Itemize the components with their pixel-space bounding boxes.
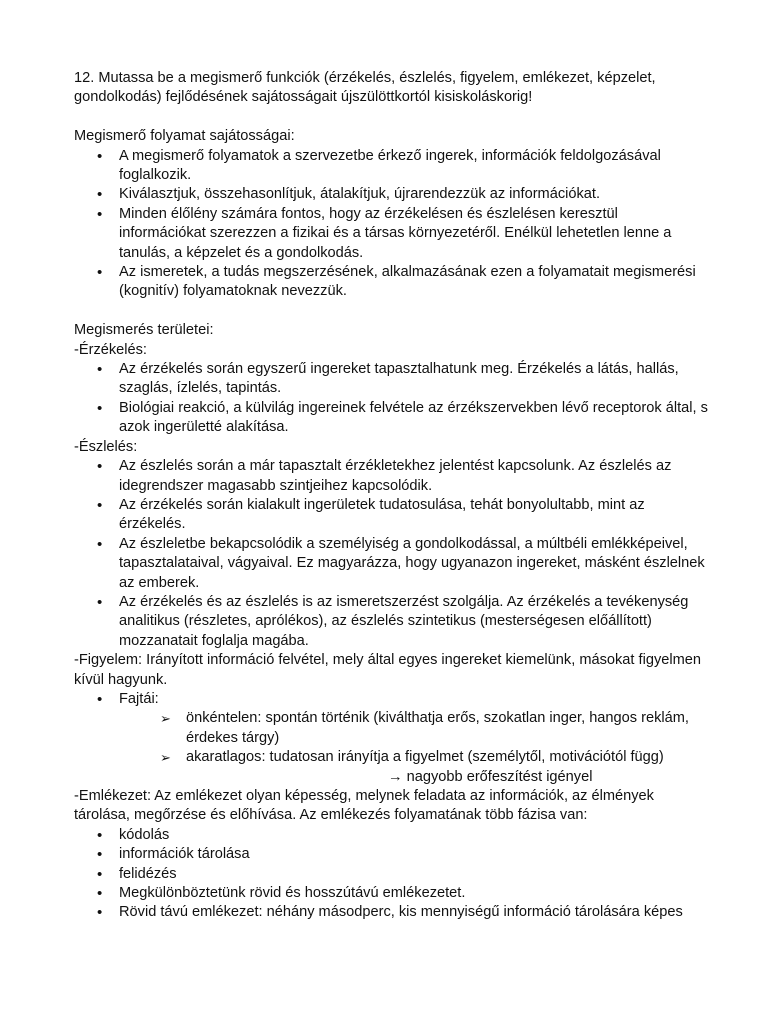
memory-paragraph: -Emlékezet: Az emlékezet olyan képesség, melynek feladata az információk, az élmények tárolása, megőrzése és előhívása. Az emlékezés folyamatának több fázisa van: <box>74 788 654 824</box>
list-item: • Biológiai reakció, a külvilág ingereinek felvétele az érzékszervekben lévő receptorok által, s azok ingerületté alakítása. <box>74 399 708 438</box>
arrow-note-line <box>74 768 708 787</box>
list-item: • Megkülönböztetünk rövid és hosszútávú emlékezetet. <box>74 884 708 903</box>
list-item: • kódolás <box>74 826 708 845</box>
arrow-note: nagyobb erőfeszítést igényel <box>406 768 593 785</box>
spacer <box>74 108 708 127</box>
question-title: 12. Mutassa be a megismerő funkciók (érzékelés, észlelés, figyelem, emlékezet, képzelet, gondolkodás) fejlődésének sajátosságait újszülöttkortól kisiskoláskorig! <box>74 70 656 106</box>
list-item: • A megismerő folyamatok a szervezetbe érkező ingerek, információk feldolgozásával foglalkozik. <box>74 147 708 186</box>
attention-types-label: • Fajtái: <box>74 690 708 709</box>
perception-list <box>74 457 708 651</box>
attention-types-list <box>74 709 708 767</box>
memory-list <box>74 826 708 923</box>
spacer <box>74 302 708 321</box>
list-item: • Az ismeretek, a tudás megszerzésének, alkalmazásának ezen a folyamatait megismerési (kognitív) folyamatoknak nevezzük. <box>74 263 708 302</box>
sensation-heading: -Érzékelés: <box>74 341 147 358</box>
list-item: • Az érzékelés és az észlelés is az ismeretszerzést szolgálja. Az érzékelés a tevékenység analitikus (részletes, aprólékos), az észlelés szintetikus (mesterségesen előállított) mozzanatait foglalja magába. <box>74 593 708 651</box>
list-item: • Az észleletbe bekapcsolódik a személyiség a gondolkodással, a múltbéli emlékképeivel, tapasztalataival, vágyaival. Ez magyarázza, hogy ugyanazon ingereket, másként észlelnek az emberek. <box>74 535 708 593</box>
list-item: • Rövid távú emlékezet: néhány másodperc, kis mennyiségű információ tárolására képes <box>74 903 708 922</box>
list-item: • információk tárolása <box>74 845 708 864</box>
perception-heading: -Észlelés: <box>74 438 138 455</box>
list-item: ➢ önkéntelen: spontán történik (kiválthatja erős, szokatlan inger, hangos reklám, érdekes tárgy) <box>160 709 708 748</box>
list-item: • Minden élőlény számára fontos, hogy az érzékelésen és észlelésen keresztül információkat szerezzen a fizikai és a társas környezetéről. Enélkül lehetetlen lenne a tanulás, a képzelet és a gondolkodás. <box>74 205 708 263</box>
features-list <box>74 147 708 302</box>
list-item: • Az érzékelés során kialakult ingerületek tudatosulása, tehát bonyolultabb, mint az érzékelés. <box>74 496 708 535</box>
right-arrow-icon: → <box>388 768 403 785</box>
list-item: • felidézés <box>74 865 708 884</box>
features-heading: Megismerő folyamat sajátosságai: <box>74 128 295 145</box>
list-item: ➢ akaratlagos: tudatosan irányítja a figyelmet (személytől, motivációtól függ) <box>160 748 708 767</box>
attention-paragraph: -Figyelem: Irányított információ felvétel, mely által egyes ingereket kiemelünk, másokat figyelmen kívül hagyunk. <box>74 652 701 688</box>
sensation-list <box>74 360 708 438</box>
list-item: • Kiválasztjuk, összehasonlítjuk, átalakítjuk, újrarendezzük az információkat. <box>74 185 708 204</box>
list-item: • Az észlelés során a már tapasztalt érzékletekhez jelentést kapcsolunk. Az észlelés az idegrendszer magasabb szintjeihez kapcsolódik. <box>74 457 708 496</box>
areas-heading: Megismerés területei: <box>74 322 214 339</box>
attention-list <box>74 690 708 709</box>
list-item: • Az érzékelés során egyszerű ingereket tapasztalhatunk meg. Érzékelés a látás, hallás, szaglás, ízlelés, tapintás. <box>74 360 708 399</box>
